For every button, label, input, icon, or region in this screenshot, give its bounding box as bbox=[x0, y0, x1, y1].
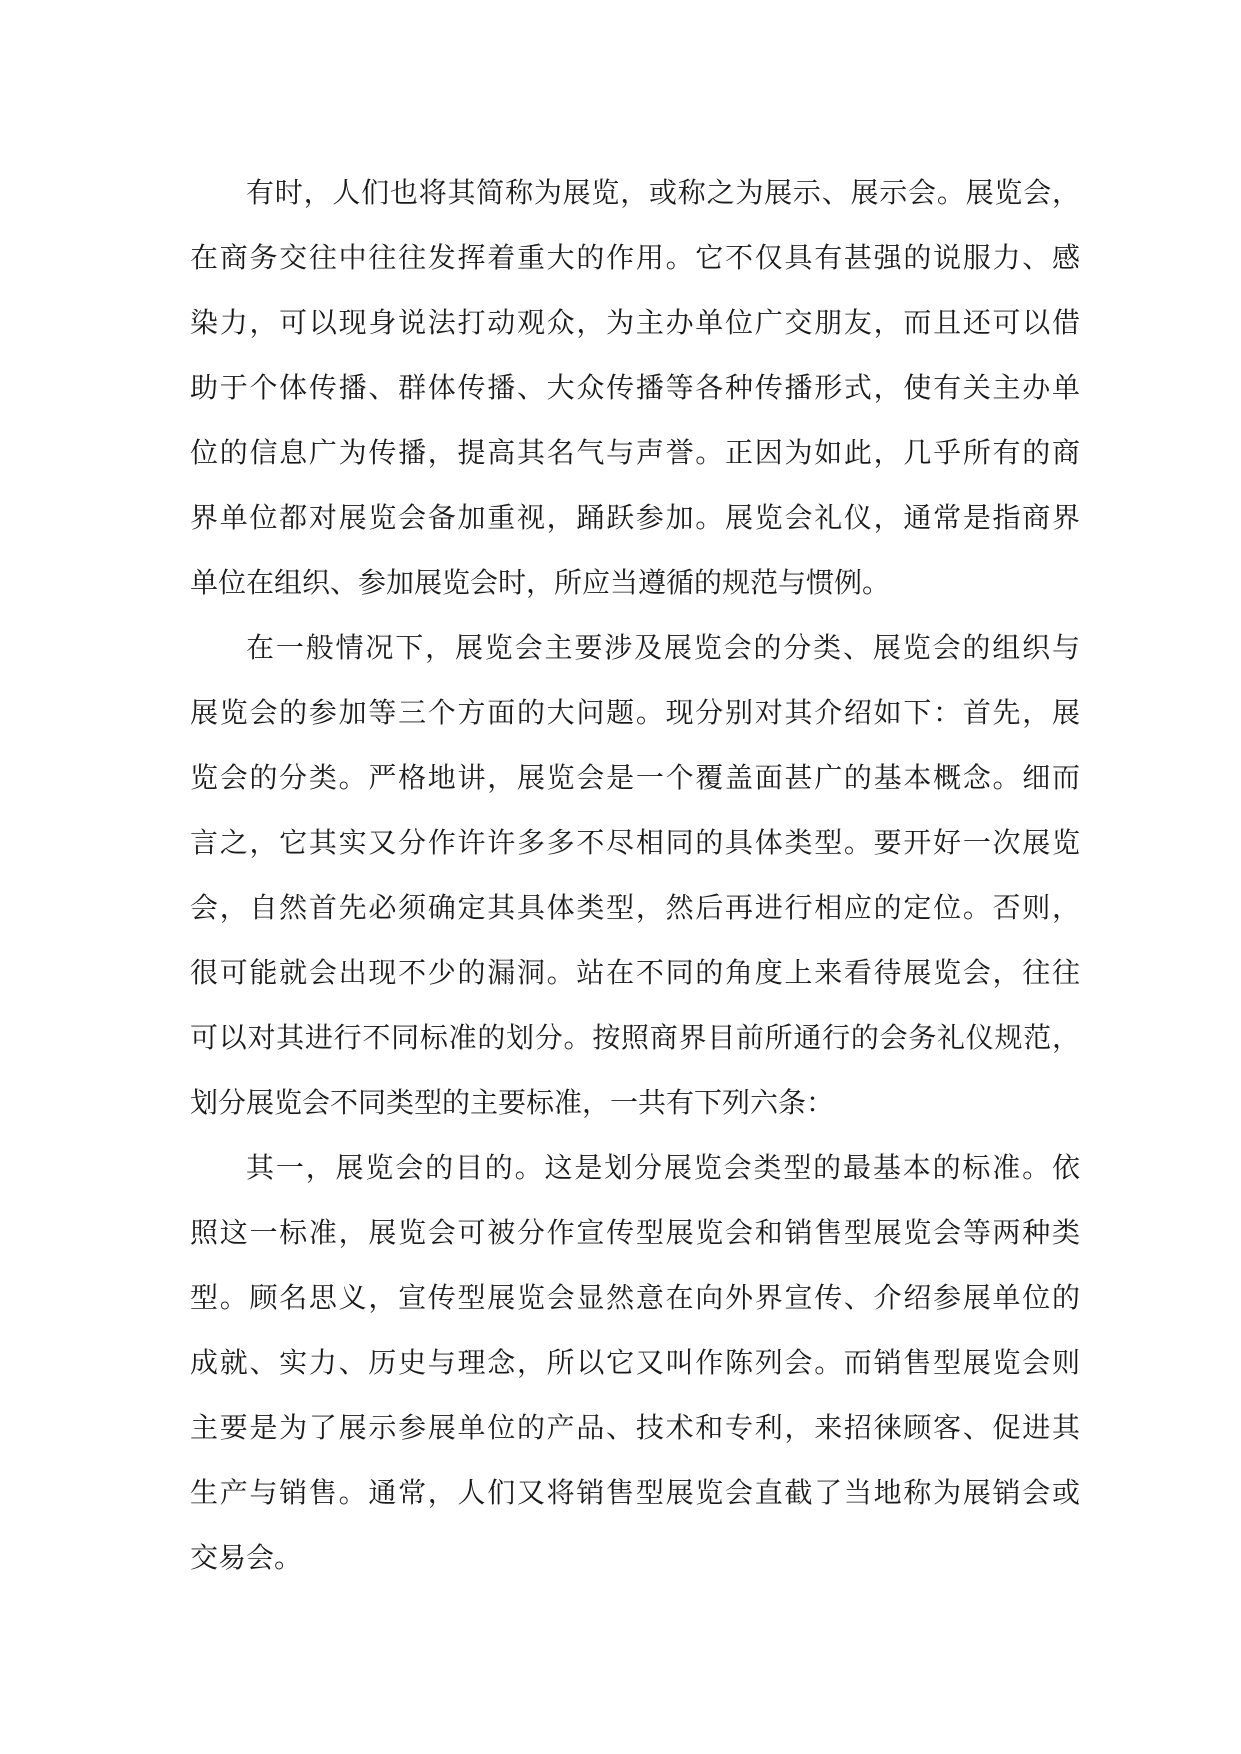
text-line: 其一，展览会的目的。这是划分展览会类型的最基本的标准。依 bbox=[246, 1151, 1080, 1184]
text-line: 位的信息广为传播，提高其名气与声誉。正因为如此，几乎所有的商 bbox=[190, 436, 1080, 469]
paragraph-2 bbox=[190, 615, 1080, 1135]
text-line: 单位在组织、参加展览会时，所应当遵循的规范与惯例。 bbox=[190, 566, 891, 599]
text-line: 生产与销售。通常，人们又将销售型展览会直截了当地称为展销会或 bbox=[190, 1476, 1080, 1509]
paragraph-1 bbox=[190, 160, 1080, 615]
paragraph-3 bbox=[190, 1135, 1080, 1590]
text-line: 览会的分类。严格地讲，展览会是一个覆盖面甚广的基本概念。细而 bbox=[190, 761, 1080, 794]
text-line: 在一般情况下，展览会主要涉及展览会的分类、展览会的组织与 bbox=[246, 631, 1080, 664]
text-line: 成就、实力、历史与理念，所以它又叫作陈列会。而销售型展览会则 bbox=[190, 1346, 1080, 1379]
text-line: 划分展览会不同类型的主要标准，一共有下列六条： bbox=[190, 1086, 835, 1119]
text-line: 界单位都对展览会备加重视，踊跃参加。展览会礼仪，通常是指商界 bbox=[190, 501, 1080, 534]
text-line: 很可能就会出现不少的漏洞。站在不同的角度上来看待展览会，往往 bbox=[190, 956, 1080, 989]
text-line: 展览会的参加等三个方面的大问题。现分别对其介绍如下：首先，展 bbox=[190, 696, 1080, 729]
text-line: 会，自然首先必须确定其具体类型，然后再进行相应的定位。否则， bbox=[190, 891, 1080, 924]
text-line: 照这一标准，展览会可被分作宣传型展览会和销售型展览会等两种类 bbox=[190, 1216, 1080, 1249]
text-line: 交易会。 bbox=[190, 1541, 303, 1574]
text-line: 有时，人们也将其简称为展览，或称之为展示、展示会。展览会， bbox=[246, 176, 1080, 209]
body-text bbox=[190, 160, 1080, 1590]
text-line: 助于个体传播、群体传播、大众传播等各种传播形式，使有关主办单 bbox=[190, 371, 1080, 404]
text-line: 染力，可以现身说法打动观众，为主办单位广交朋友，而且还可以借 bbox=[190, 306, 1080, 339]
text-line: 主要是为了展示参展单位的产品、技术和专利，来招徕顾客、促进其 bbox=[190, 1411, 1080, 1444]
text-line: 可以对其进行不同标准的划分。按照商界目前所通行的会务礼仪规范， bbox=[190, 1021, 1080, 1054]
text-line: 型。顾名思义，宣传型展览会显然意在向外界宣传、介绍参展单位的 bbox=[190, 1281, 1080, 1314]
text-line: 言之，它其实又分作许许多多不尽相同的具体类型。要开好一次展览 bbox=[190, 826, 1080, 859]
text-line: 在商务交往中往往发挥着重大的作用。它不仅具有甚强的说服力、感 bbox=[190, 241, 1080, 274]
